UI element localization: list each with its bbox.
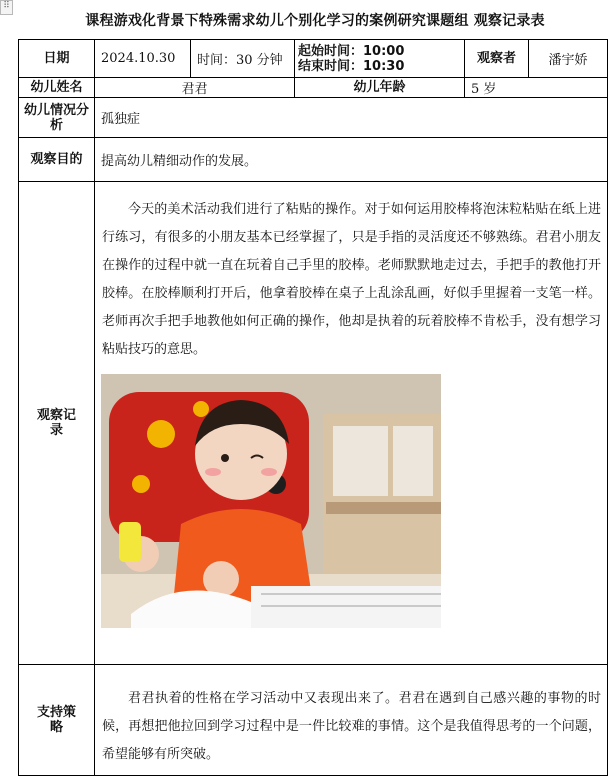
observer-label: 观察者: [465, 40, 529, 78]
strategy-paragraph[interactable]: 君君执着的性格在学习活动中又表现出来了。君君在遇到自己感兴趣的事物的时候，再想把他拉回到学习过程中是一件比较难的事情。这个是我值得思考的一个问题，希望能够有所突破。: [102, 691, 602, 762]
time-range-cell: [295, 40, 465, 78]
start-time[interactable]: 起始时间：10:00: [298, 43, 405, 59]
table-move-handle[interactable]: ⠿: [0, 0, 13, 15]
observer-value[interactable]: 潘宇娇: [529, 40, 608, 78]
record-cell: [95, 182, 608, 665]
time-label[interactable]: 时间：30 分钟: [191, 40, 295, 78]
child-age-value[interactable]: 5 岁: [465, 78, 608, 98]
photo-illustration: [101, 374, 441, 628]
row-analysis: [19, 98, 608, 138]
purpose-label: 观察目的: [19, 138, 95, 182]
row-strategy: [19, 665, 608, 776]
record-label: 观察记录: [19, 182, 95, 665]
end-time[interactable]: 结束时间：10:30: [298, 58, 405, 74]
date-label: 日期: [19, 40, 95, 78]
row-name-age: [19, 78, 608, 98]
child-name-label: 幼儿姓名: [19, 78, 95, 98]
record-paragraph[interactable]: 今天的美术活动我们进行了粘贴的操作。对于如何运用胶棒将泡沫粒粘贴在纸上进行练习，有很多的小朋友基本已经掌握了，只是手指的灵活度还不够熟练。君君小朋友在操作的过程中就一直在玩着自己手里的胶棒。老师默默地走过去，手把手的教他打开胶棒。在胶棒顺利打开后，他拿着胶棒在桌子上乱涂乱画，好似手里握着一支笔一样。老师再次手把手地教他如何正确的操作，他却是执着的玩着胶棒不肯松手，没有想学习粘贴技巧的意思。: [102, 202, 602, 357]
row-record: [19, 182, 608, 665]
strategy-cell: [95, 665, 608, 776]
purpose-value[interactable]: 提高幼儿精细动作的发展。: [95, 138, 608, 182]
child-name-value[interactable]: 君君: [95, 78, 295, 98]
row-purpose: [19, 138, 608, 182]
row-date-time: [19, 40, 608, 78]
date-value[interactable]: 2024.10.30: [95, 40, 191, 78]
child-age-label: 幼儿年龄: [295, 78, 465, 98]
document-title: 课程游戏化背景下特殊需求幼儿个别化学习的案例研究课题组 观察记录表: [85, 13, 545, 29]
analysis-value[interactable]: 孤独症: [95, 98, 608, 138]
classroom-photo: [101, 374, 441, 628]
analysis-label: 幼儿情况分析: [19, 98, 95, 138]
observation-table: [18, 39, 608, 776]
strategy-label: 支持策略: [19, 665, 95, 776]
